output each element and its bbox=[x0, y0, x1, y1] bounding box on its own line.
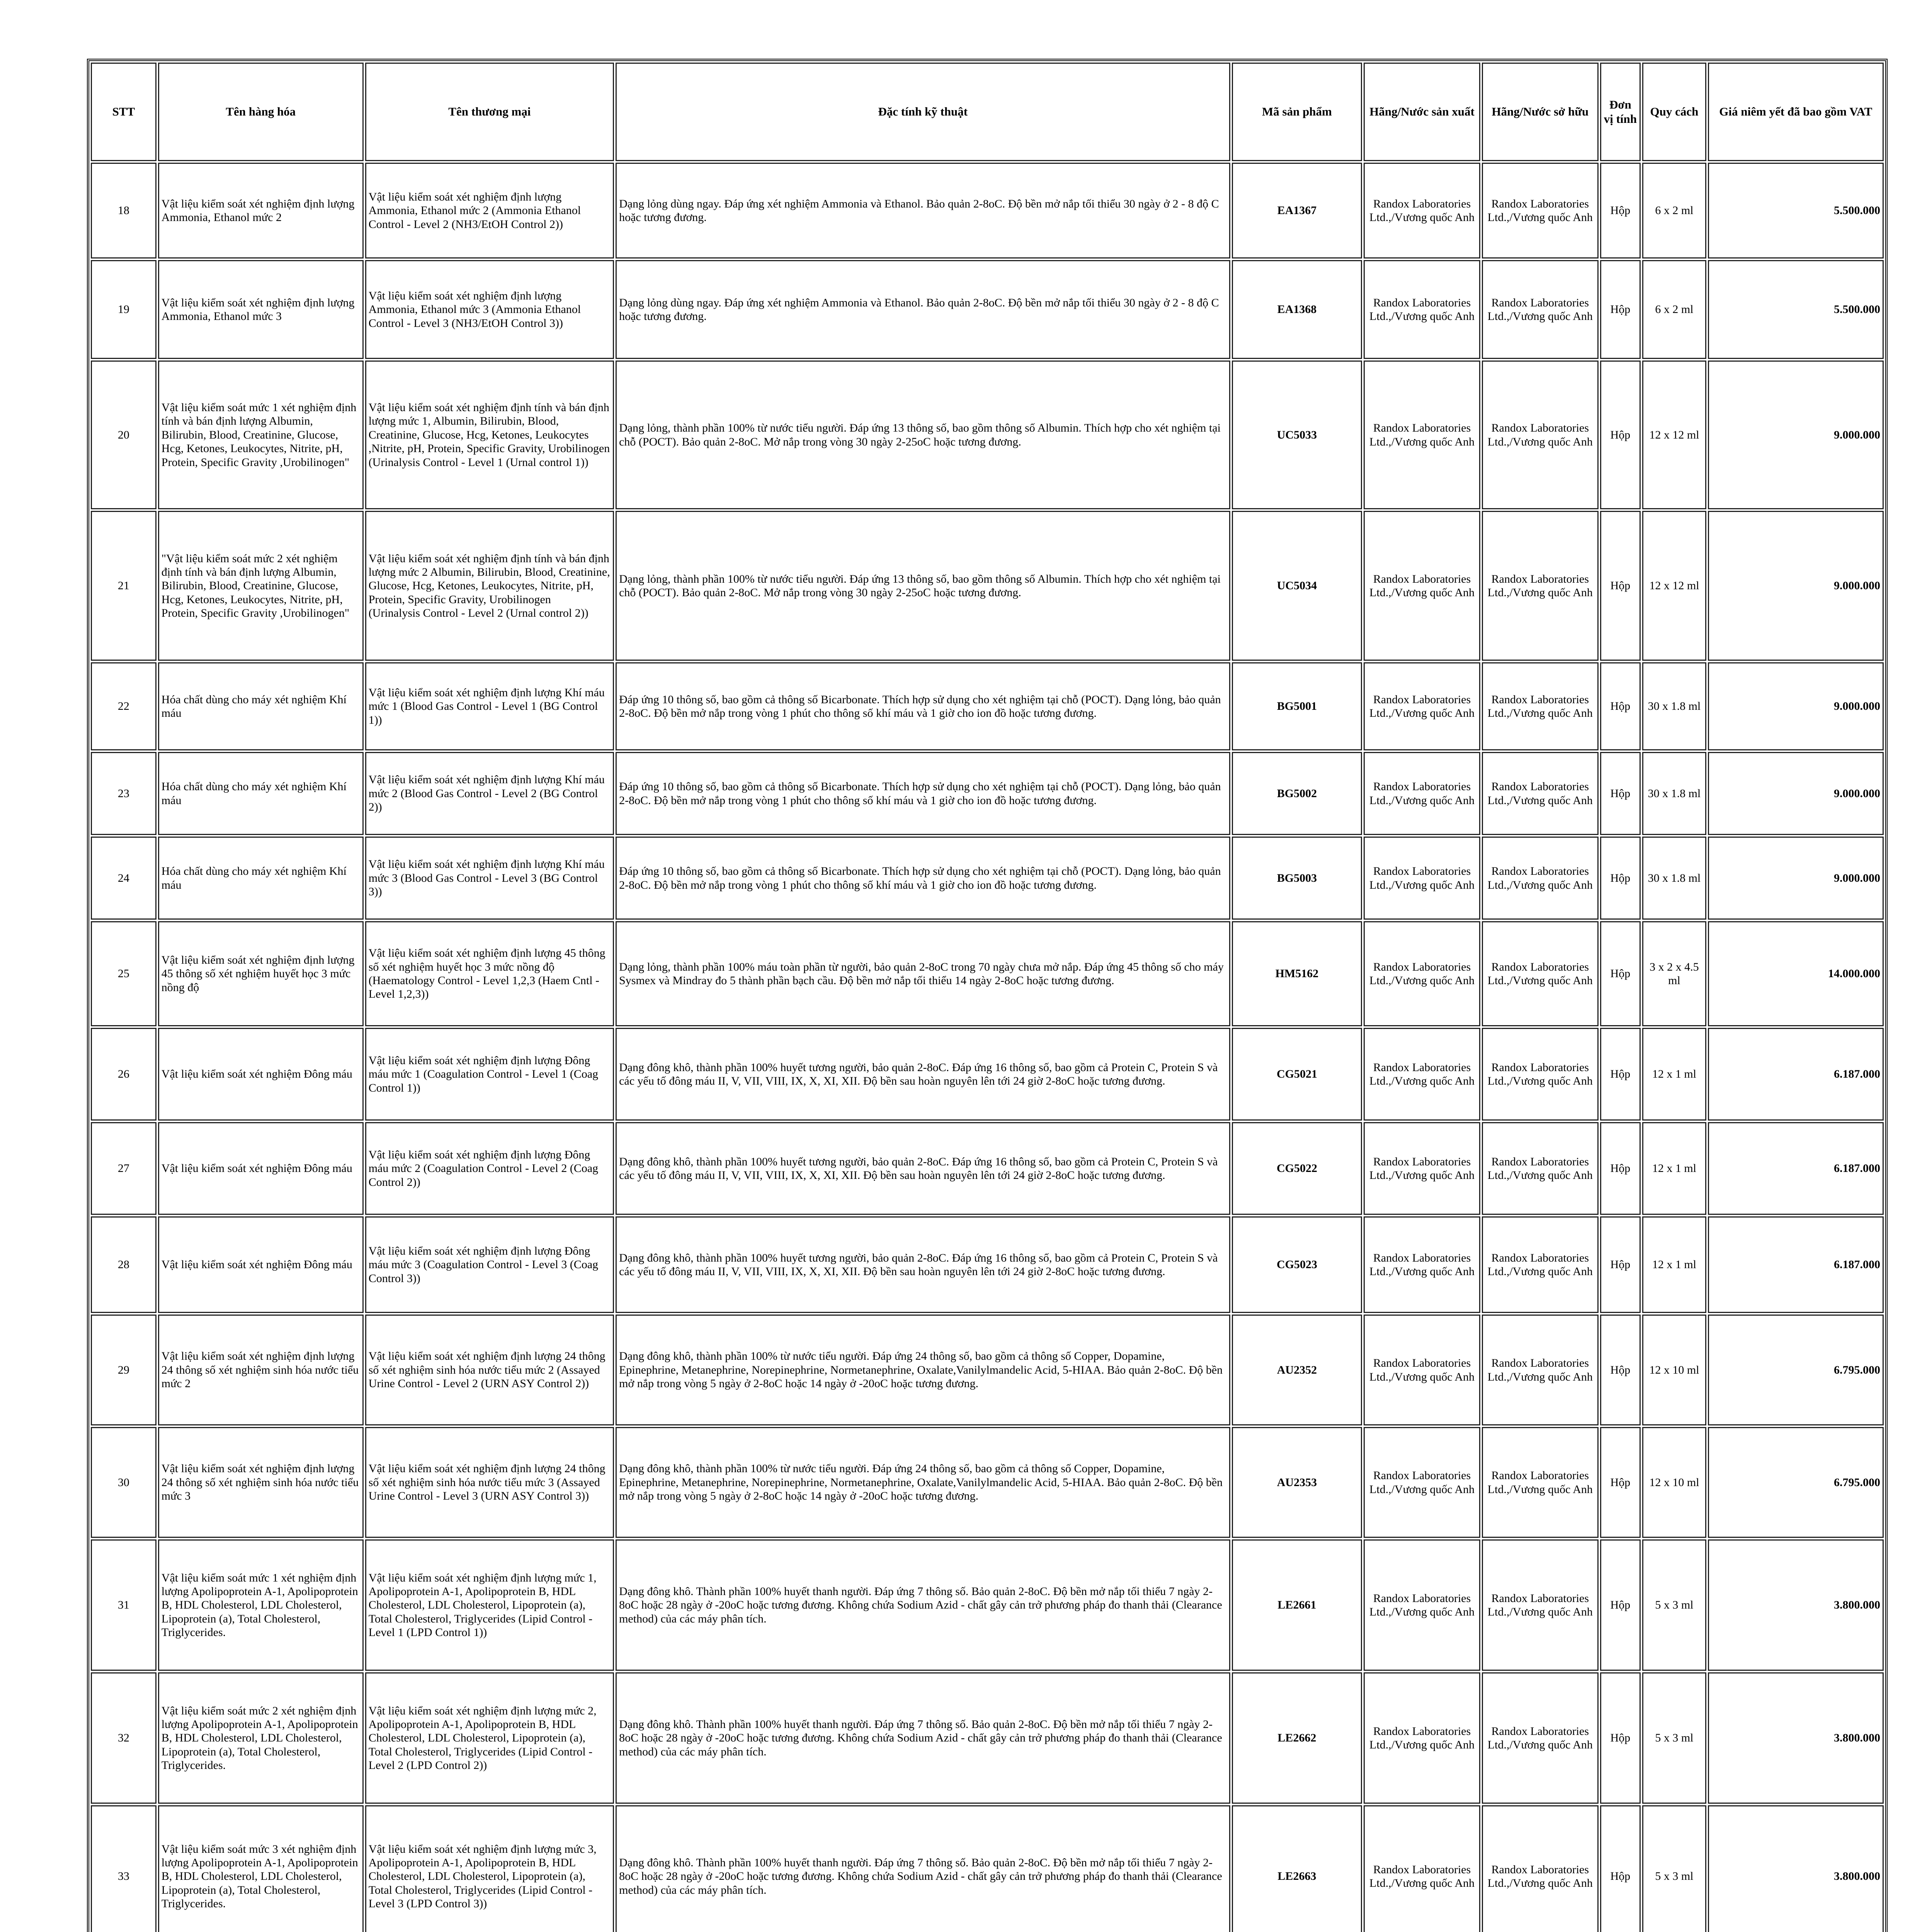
row-stt: 26 bbox=[91, 1028, 156, 1121]
header-owner: Hãng/Nước sở hữu bbox=[1482, 63, 1599, 161]
row-manufacturer: Randox Laboratories Ltd.,/Vương quốc Anh bbox=[1364, 1539, 1480, 1671]
table-row bbox=[91, 260, 1884, 359]
row-manufacturer: Randox Laboratories Ltd.,/Vương quốc Anh bbox=[1364, 837, 1480, 920]
row-stt: 20 bbox=[91, 361, 156, 509]
row-unit: Hộp bbox=[1600, 1216, 1641, 1313]
row-unit: Hộp bbox=[1600, 361, 1641, 509]
row-stt: 21 bbox=[91, 511, 156, 661]
row-unit: Hộp bbox=[1600, 1427, 1641, 1538]
row-unit: Hộp bbox=[1600, 163, 1641, 259]
row-code: AU2352 bbox=[1232, 1315, 1362, 1425]
row-stt: 33 bbox=[91, 1805, 156, 1932]
row-packing: 5 x 3 ml bbox=[1642, 1805, 1706, 1932]
row-spec: Dạng lỏng, thành phần 100% máu toàn phần từ người, bảo quản 2-8oC trong 70 ngày chưa mở nắp. Đáp ứng 45 thông số cho máy Sysmex và Mindray đo 5 thành phần bạch cầu. Độ bền mở nắp tối thiểu 14 ngày 2-8oC hoặc tương đương. bbox=[616, 921, 1230, 1026]
table-row bbox=[91, 511, 1884, 661]
row-code: AU2353 bbox=[1232, 1427, 1362, 1538]
table-body bbox=[91, 163, 1884, 1932]
row-code: EA1367 bbox=[1232, 163, 1362, 259]
row-owner: Randox Laboratories Ltd.,/Vương quốc Anh bbox=[1482, 511, 1599, 661]
row-packing: 30 x 1.8 ml bbox=[1642, 662, 1706, 750]
row-spec: Dạng đông khô. Thành phần 100% huyết thanh người. Đáp ứng 7 thông số. Bảo quản 2-8oC. Độ bền mở nắp tối thiểu 7 ngày 2-8oC hoặc 28 ngày ở -20oC hoặc tương đương. Không chứa Sodium Azid - chất gây cản trở phương pháp đo thanh thải (Clearance method) của các máy phân tích. bbox=[616, 1672, 1230, 1804]
row-unit: Hộp bbox=[1600, 662, 1641, 750]
header-spec: Đặc tính kỹ thuật bbox=[616, 63, 1230, 161]
row-unit: Hộp bbox=[1600, 260, 1641, 359]
row-trade-name: Vật liệu kiểm soát xét nghiệm định lượng Đông máu mức 2 (Coagulation Control - Level 2 (Coag Control 2)) bbox=[365, 1122, 614, 1215]
row-manufacturer: Randox Laboratories Ltd.,/Vương quốc Anh bbox=[1364, 1315, 1480, 1425]
row-price: 3.800.000 bbox=[1708, 1539, 1884, 1671]
table-row bbox=[91, 1315, 1884, 1425]
row-code: LE2662 bbox=[1232, 1672, 1362, 1804]
table-row bbox=[91, 1028, 1884, 1121]
row-price: 6.187.000 bbox=[1708, 1122, 1884, 1215]
header-name: Tên hàng hóa bbox=[158, 63, 364, 161]
row-owner: Randox Laboratories Ltd.,/Vương quốc Anh bbox=[1482, 1539, 1599, 1671]
price-list-table bbox=[87, 59, 1888, 1932]
row-trade-name: Vật liệu kiểm soát xét nghiệm định lượng Đông máu mức 1 (Coagulation Control - Level 1 (Coag Control 1)) bbox=[365, 1028, 614, 1121]
row-trade-name: Vật liệu kiểm soát xét nghiệm định lượng Khí máu mức 2 (Blood Gas Control - Level 2 (BG Control 2)) bbox=[365, 752, 614, 835]
row-code: UC5033 bbox=[1232, 361, 1362, 509]
row-stt: 19 bbox=[91, 260, 156, 359]
row-stt: 30 bbox=[91, 1427, 156, 1538]
row-trade-name: Vật liệu kiểm soát xét nghiệm định lượng 24 thông số xét nghiệm sinh hóa nước tiểu mức 3 (Assayed Urine Control - Level 3 (URN ASY Control 3)) bbox=[365, 1427, 614, 1538]
row-spec: Dạng đông khô, thành phần 100% từ nước tiểu người. Đáp ứng 24 thông số, bao gồm cả thông số Copper, Dopamine, Epinephrine, Metanephrine, Norepinephrine, Normetanephrine, Oxalate,Vanilylmandelic Acid, 5-HIAA. Bảo quản 2-8oC. Độ bền mở nắp trong vòng 5 ngày ở 2-8oC hoặc 14 ngày ở -20oC hoặc tương đương. bbox=[616, 1427, 1230, 1538]
row-manufacturer: Randox Laboratories Ltd.,/Vương quốc Anh bbox=[1364, 1805, 1480, 1932]
row-trade-name: Vật liệu kiểm soát xét nghiệm định lượng mức 3, Apolipoprotein A-1, Apolipoprotein B, HDL Cholesterol, LDL Cholesterol, Lipoprotein (a), Total Cholesterol, Triglycerides (Lipid Control - Level 3 (LPD Control 3)) bbox=[365, 1805, 614, 1932]
table-row bbox=[91, 921, 1884, 1026]
row-trade-name: Vật liệu kiểm soát xét nghiệm định lượng Khí máu mức 1 (Blood Gas Control - Level 1 (BG Control 1)) bbox=[365, 662, 614, 750]
row-price: 9.000.000 bbox=[1708, 361, 1884, 509]
row-unit: Hộp bbox=[1600, 511, 1641, 661]
row-code: EA1368 bbox=[1232, 260, 1362, 359]
row-price: 6.187.000 bbox=[1708, 1028, 1884, 1121]
row-owner: Randox Laboratories Ltd.,/Vương quốc Anh bbox=[1482, 752, 1599, 835]
row-spec: Dạng đông khô. Thành phần 100% huyết thanh người. Đáp ứng 7 thông số. Bảo quản 2-8oC. Độ bền mở nắp tối thiểu 7 ngày 2-8oC hoặc 28 ngày ở -20oC hoặc tương đương. Không chứa Sodium Azid - chất gây cản trở phương pháp đo thanh thải (Clearance method) của các máy phân tích. bbox=[616, 1539, 1230, 1671]
row-code: CG5023 bbox=[1232, 1216, 1362, 1313]
table-row bbox=[91, 662, 1884, 750]
row-stt: 32 bbox=[91, 1672, 156, 1804]
row-manufacturer: Randox Laboratories Ltd.,/Vương quốc Anh bbox=[1364, 260, 1480, 359]
row-owner: Randox Laboratories Ltd.,/Vương quốc Anh bbox=[1482, 921, 1599, 1026]
row-unit: Hộp bbox=[1600, 1315, 1641, 1425]
row-code: UC5034 bbox=[1232, 511, 1362, 661]
row-owner: Randox Laboratories Ltd.,/Vương quốc Anh bbox=[1482, 1805, 1599, 1932]
header-unit: Đơn vị tính bbox=[1600, 63, 1641, 161]
row-packing: 12 x 12 ml bbox=[1642, 361, 1706, 509]
row-name: Hóa chất dùng cho máy xét nghiệm Khí máu bbox=[158, 662, 364, 750]
row-price: 14.000.000 bbox=[1708, 921, 1884, 1026]
row-name: Hóa chất dùng cho máy xét nghiệm Khí máu bbox=[158, 837, 364, 920]
row-stt: 24 bbox=[91, 837, 156, 920]
row-packing: 5 x 3 ml bbox=[1642, 1672, 1706, 1804]
row-packing: 12 x 1 ml bbox=[1642, 1216, 1706, 1313]
row-manufacturer: Randox Laboratories Ltd.,/Vương quốc Anh bbox=[1364, 1427, 1480, 1538]
table-row bbox=[91, 837, 1884, 920]
row-code: HM5162 bbox=[1232, 921, 1362, 1026]
table-row bbox=[91, 1216, 1884, 1313]
row-stt: 18 bbox=[91, 163, 156, 259]
row-owner: Randox Laboratories Ltd.,/Vương quốc Anh bbox=[1482, 662, 1599, 750]
row-price: 3.800.000 bbox=[1708, 1672, 1884, 1804]
row-code: LE2663 bbox=[1232, 1805, 1362, 1932]
row-trade-name: Vật liệu kiểm soát xét nghiệm định lượng mức 1, Apolipoprotein A-1, Apolipoprotein B, HDL Cholesterol, LDL Cholesterol, Lipoprotein (a), Total Cholesterol, Triglycerides (Lipid Control - Level 1 (LPD Control 1)) bbox=[365, 1539, 614, 1671]
row-trade-name: Vật liệu kiểm soát xét nghiệm định lượng 45 thông số xét nghiệm huyết học 3 mức nồng độ (Haematology Control - Level 1,2,3 (Haem Cntl -Level 1,2,3)) bbox=[365, 921, 614, 1026]
row-spec: Đáp ứng 10 thông số, bao gồm cả thông số Bicarbonate. Thích hợp sử dụng cho xét nghiệm tại chỗ (POCT). Dạng lỏng, bảo quản 2-8oC. Độ bền mở nắp trong vòng 1 phút cho thông số khí máu và 1 giờ cho ion đồ hoặc tương đương. bbox=[616, 837, 1230, 920]
row-name: Vật liệu kiểm soát xét nghiệm Đông máu bbox=[158, 1028, 364, 1121]
row-unit: Hộp bbox=[1600, 837, 1641, 920]
row-trade-name: Vật liệu kiểm soát xét nghiệm định lượng Khí máu mức 3 (Blood Gas Control - Level 3 (BG Control 3)) bbox=[365, 837, 614, 920]
row-trade-name: Vật liệu kiểm soát xét nghiệm định lượng Đông máu mức 3 (Coagulation Control - Level 3 (Coag Control 3)) bbox=[365, 1216, 614, 1313]
row-name: Vật liệu kiểm soát xét nghiệm định lượng 45 thông số xét nghiệm huyết học 3 mức nồng độ bbox=[158, 921, 364, 1026]
row-price: 5.500.000 bbox=[1708, 260, 1884, 359]
row-manufacturer: Randox Laboratories Ltd.,/Vương quốc Anh bbox=[1364, 1672, 1480, 1804]
table-row bbox=[91, 1427, 1884, 1538]
row-unit: Hộp bbox=[1600, 1672, 1641, 1804]
row-name: Vật liệu kiểm soát mức 2 xét nghiệm định lượng Apolipoprotein A-1, Apolipoprotein B, HDL Cholesterol, LDL Cholesterol, Lipoprotein (a), Total Cholesterol, Triglycerides. bbox=[158, 1672, 364, 1804]
row-packing: 12 x 10 ml bbox=[1642, 1315, 1706, 1425]
row-price: 6.187.000 bbox=[1708, 1216, 1884, 1313]
header-packing: Quy cách bbox=[1642, 63, 1706, 161]
row-stt: 29 bbox=[91, 1315, 156, 1425]
row-spec: Dạng đông khô, thành phần 100% huyết tương người, bảo quản 2-8oC. Đáp ứng 16 thông số, bao gồm cả Protein C, Protein S và các yếu tố đông máu II, V, VII, VIII, IX, X, XI, XII. Độ bền sau hoàn nguyên lên tới 24 giờ 2-8oC hoặc tương đương. bbox=[616, 1122, 1230, 1215]
header-price: Giá niêm yết đã bao gồm VAT bbox=[1708, 63, 1884, 161]
row-spec: Dạng lỏng dùng ngay. Đáp ứng xét nghiệm Ammonia và Ethanol. Bảo quản 2-8oC. Độ bền mở nắp tối thiểu 30 ngày ở 2 - 8 độ C hoặc tương đương. bbox=[616, 260, 1230, 359]
row-unit: Hộp bbox=[1600, 921, 1641, 1026]
header-code: Mã sản phẩm bbox=[1232, 63, 1362, 161]
table-row bbox=[91, 163, 1884, 259]
row-name: Vật liệu kiểm soát xét nghiệm định lượng 24 thông số xét nghiệm sinh hóa nước tiểu mức 2 bbox=[158, 1315, 364, 1425]
row-manufacturer: Randox Laboratories Ltd.,/Vương quốc Anh bbox=[1364, 921, 1480, 1026]
row-spec: Dạng đông khô, thành phần 100% huyết tương người, bảo quản 2-8oC. Đáp ứng 16 thông số, bao gồm cả Protein C, Protein S và các yếu tố đông máu II, V, VII, VIII, IX, X, XI, XII. Độ bền sau hoàn nguyên lên tới 24 giờ 2-8oC hoặc tương đương. bbox=[616, 1216, 1230, 1313]
row-unit: Hộp bbox=[1600, 1028, 1641, 1121]
row-owner: Randox Laboratories Ltd.,/Vương quốc Anh bbox=[1482, 837, 1599, 920]
row-spec: Đáp ứng 10 thông số, bao gồm cả thông số Bicarbonate. Thích hợp sử dụng cho xét nghiệm tại chỗ (POCT). Dạng lỏng, bảo quản 2-8oC. Độ bền mở nắp trong vòng 1 phút cho thông số khí máu và 1 giờ cho ion đồ hoặc tương đương. bbox=[616, 752, 1230, 835]
row-spec: Đáp ứng 10 thông số, bao gồm cả thông số Bicarbonate. Thích hợp sử dụng cho xét nghiệm tại chỗ (POCT). Dạng lỏng, bảo quản 2-8oC. Độ bền mở nắp trong vòng 1 phút cho thông số khí máu và 1 giờ cho ion đồ hoặc tương đương. bbox=[616, 662, 1230, 750]
row-owner: Randox Laboratories Ltd.,/Vương quốc Anh bbox=[1482, 163, 1599, 259]
table-row bbox=[91, 1805, 1884, 1932]
row-manufacturer: Randox Laboratories Ltd.,/Vương quốc Anh bbox=[1364, 662, 1480, 750]
row-spec: Dạng lỏng, thành phần 100% từ nước tiểu người. Đáp ứng 13 thông số, bao gồm thông số Albumin. Thích hợp cho xét nghiệm tại chỗ (POCT). Bảo quản 2-8oC. Mở nắp trong vòng 30 ngày 2-25oC hoặc tương đương. bbox=[616, 511, 1230, 661]
row-code: BG5002 bbox=[1232, 752, 1362, 835]
row-price: 6.795.000 bbox=[1708, 1427, 1884, 1538]
row-manufacturer: Randox Laboratories Ltd.,/Vương quốc Anh bbox=[1364, 1028, 1480, 1121]
row-owner: Randox Laboratories Ltd.,/Vương quốc Anh bbox=[1482, 1122, 1599, 1215]
table-row bbox=[91, 1539, 1884, 1671]
row-packing: 6 x 2 ml bbox=[1642, 260, 1706, 359]
row-price: 5.500.000 bbox=[1708, 163, 1884, 259]
row-packing: 12 x 1 ml bbox=[1642, 1028, 1706, 1121]
row-name: "Vật liệu kiểm soát mức 2 xét nghiệm định tính và bán định lượng Albumin, Bilirubin, Blood, Creatinine, Glucose, Hcg, Ketones, Leukocytes, Nitrite, pH, Protein, Specific Gravity ,Urobilinogen" bbox=[158, 511, 364, 661]
row-unit: Hộp bbox=[1600, 1539, 1641, 1671]
row-packing: 3 x 2 x 4.5 ml bbox=[1642, 921, 1706, 1026]
row-owner: Randox Laboratories Ltd.,/Vương quốc Anh bbox=[1482, 361, 1599, 509]
row-stt: 28 bbox=[91, 1216, 156, 1313]
table-row bbox=[91, 1672, 1884, 1804]
row-owner: Randox Laboratories Ltd.,/Vương quốc Anh bbox=[1482, 260, 1599, 359]
row-packing: 12 x 1 ml bbox=[1642, 1122, 1706, 1215]
row-name: Vật liệu kiểm soát mức 1 xét nghiệm định lượng Apolipoprotein A-1, Apolipoprotein B, HDL Cholesterol, LDL Cholesterol, Lipoprotein (a), Total Cholesterol, Triglycerides. bbox=[158, 1539, 364, 1671]
row-owner: Randox Laboratories Ltd.,/Vương quốc Anh bbox=[1482, 1216, 1599, 1313]
table-row bbox=[91, 752, 1884, 835]
row-code: BG5003 bbox=[1232, 837, 1362, 920]
row-owner: Randox Laboratories Ltd.,/Vương quốc Anh bbox=[1482, 1028, 1599, 1121]
header-manufacturer: Hãng/Nước sản xuất bbox=[1364, 63, 1480, 161]
row-packing: 6 x 2 ml bbox=[1642, 163, 1706, 259]
header-trade-name: Tên thương mại bbox=[365, 63, 614, 161]
row-code: CG5022 bbox=[1232, 1122, 1362, 1215]
row-price: 9.000.000 bbox=[1708, 837, 1884, 920]
row-trade-name: Vật liệu kiểm soát xét nghiệm định tính và bán định lượng mức 1, Albumin, Bilirubin, Blood, Creatinine, Glucose, Hcg, Ketones, Leukocytes ,Nitrite, pH, Protein, Specific Gravity, Urobilinogen (Urinalysis Control - Level 1 (Urnal control 1)) bbox=[365, 361, 614, 509]
row-name: Vật liệu kiểm soát xét nghiệm Đông máu bbox=[158, 1216, 364, 1313]
row-code: CG5021 bbox=[1232, 1028, 1362, 1121]
row-name: Vật liệu kiểm soát mức 3 xét nghiệm định lượng Apolipoprotein A-1, Apolipoprotein B, HDL Cholesterol, LDL Cholesterol, Lipoprotein (a), Total Cholesterol, Triglycerides. bbox=[158, 1805, 364, 1932]
table-row bbox=[91, 1122, 1884, 1215]
row-price: 9.000.000 bbox=[1708, 662, 1884, 750]
row-spec: Dạng lỏng, thành phần 100% từ nước tiểu người. Đáp ứng 13 thông số, bao gồm thông số Albumin. Thích hợp cho xét nghiệm tại chỗ (POCT). Bảo quản 2-8oC. Mở nắp trong vòng 30 ngày 2-25oC hoặc tương đương. bbox=[616, 361, 1230, 509]
row-manufacturer: Randox Laboratories Ltd.,/Vương quốc Anh bbox=[1364, 1122, 1480, 1215]
row-trade-name: Vật liệu kiểm soát xét nghiệm định lượng Ammonia, Ethanol mức 3 (Ammonia Ethanol Control - Level 3 (NH3/EtOH Control 3)) bbox=[365, 260, 614, 359]
row-manufacturer: Randox Laboratories Ltd.,/Vương quốc Anh bbox=[1364, 511, 1480, 661]
row-stt: 22 bbox=[91, 662, 156, 750]
row-packing: 12 x 12 ml bbox=[1642, 511, 1706, 661]
row-stt: 31 bbox=[91, 1539, 156, 1671]
table-row bbox=[91, 361, 1884, 509]
row-packing: 5 x 3 ml bbox=[1642, 1539, 1706, 1671]
row-stt: 23 bbox=[91, 752, 156, 835]
row-trade-name: Vật liệu kiểm soát xét nghiệm định tính và bán định lượng mức 2 Albumin, Bilirubin, Blood, Creatinine, Glucose, Hcg, Ketones, Leukocytes, Nitrite, pH, Protein, Specific Gravity, Urobilinogen (Urinalysis Control - Level 2 (Urnal control 2)) bbox=[365, 511, 614, 661]
row-trade-name: Vật liệu kiểm soát xét nghiệm định lượng mức 2, Apolipoprotein A-1, Apolipoprotein B, HDL Cholesterol, LDL Cholesterol, Lipoprotein (a), Total Cholesterol, Triglycerides (Lipid Control - Level 2 (LPD Control 2)) bbox=[365, 1672, 614, 1804]
row-manufacturer: Randox Laboratories Ltd.,/Vương quốc Anh bbox=[1364, 163, 1480, 259]
row-name: Vật liệu kiểm soát xét nghiệm định lượng Ammonia, Ethanol mức 2 bbox=[158, 163, 364, 259]
row-packing: 30 x 1.8 ml bbox=[1642, 837, 1706, 920]
row-unit: Hộp bbox=[1600, 1122, 1641, 1215]
row-owner: Randox Laboratories Ltd.,/Vương quốc Anh bbox=[1482, 1427, 1599, 1538]
table-header-row bbox=[91, 63, 1884, 161]
row-price: 9.000.000 bbox=[1708, 511, 1884, 661]
row-unit: Hộp bbox=[1600, 1805, 1641, 1932]
row-name: Vật liệu kiểm soát xét nghiệm định lượng 24 thông số xét nghiệm sinh hóa nước tiểu mức 3 bbox=[158, 1427, 364, 1538]
row-manufacturer: Randox Laboratories Ltd.,/Vương quốc Anh bbox=[1364, 1216, 1480, 1313]
row-spec: Dạng lỏng dùng ngay. Đáp ứng xét nghiệm Ammonia và Ethanol. Bảo quản 2-8oC. Độ bền mở nắp tối thiểu 30 ngày ở 2 - 8 độ C hoặc tương đương. bbox=[616, 163, 1230, 259]
row-spec: Dạng đông khô, thành phần 100% từ nước tiểu người. Đáp ứng 24 thông số, bao gồm cả thông số Copper, Dopamine, Epinephrine, Metanephrine, Norepinephrine, Normetanephrine, Oxalate,Vanilylmandelic Acid, 5-HIAA. Bảo quản 2-8oC. Độ bền mở nắp trong vòng 5 ngày ở 2-8oC hoặc 14 ngày ở -20oC hoặc tương đương. bbox=[616, 1315, 1230, 1425]
row-manufacturer: Randox Laboratories Ltd.,/Vương quốc Anh bbox=[1364, 752, 1480, 835]
header-stt: STT bbox=[91, 63, 156, 161]
row-code: LE2661 bbox=[1232, 1539, 1362, 1671]
row-price: 9.000.000 bbox=[1708, 752, 1884, 835]
row-packing: 12 x 10 ml bbox=[1642, 1427, 1706, 1538]
row-owner: Randox Laboratories Ltd.,/Vương quốc Anh bbox=[1482, 1315, 1599, 1425]
row-code: BG5001 bbox=[1232, 662, 1362, 750]
row-stt: 27 bbox=[91, 1122, 156, 1215]
row-spec: Dạng đông khô. Thành phần 100% huyết thanh người. Đáp ứng 7 thông số. Bảo quản 2-8oC. Độ bền mở nắp tối thiểu 7 ngày 2-8oC hoặc 28 ngày ở -20oC hoặc tương đương. Không chứa Sodium Azid - chất gây cản trở phương pháp đo thanh thải (Clearance method) của các máy phân tích. bbox=[616, 1805, 1230, 1932]
row-name: Vật liệu kiểm soát xét nghiệm định lượng Ammonia, Ethanol mức 3 bbox=[158, 260, 364, 359]
row-owner: Randox Laboratories Ltd.,/Vương quốc Anh bbox=[1482, 1672, 1599, 1804]
row-price: 3.800.000 bbox=[1708, 1805, 1884, 1932]
row-name: Vật liệu kiểm soát mức 1 xét nghiệm định tính và bán định lượng Albumin, Bilirubin, Blood, Creatinine, Glucose, Hcg, Ketones, Leukocytes, Nitrite, pH, Protein, Specific Gravity ,Urobilinogen" bbox=[158, 361, 364, 509]
row-stt: 25 bbox=[91, 921, 156, 1026]
row-packing: 30 x 1.8 ml bbox=[1642, 752, 1706, 835]
row-manufacturer: Randox Laboratories Ltd.,/Vương quốc Anh bbox=[1364, 361, 1480, 509]
row-price: 6.795.000 bbox=[1708, 1315, 1884, 1425]
row-unit: Hộp bbox=[1600, 752, 1641, 835]
row-name: Vật liệu kiểm soát xét nghiệm Đông máu bbox=[158, 1122, 364, 1215]
row-trade-name: Vật liệu kiểm soát xét nghiệm định lượng Ammonia, Ethanol mức 2 (Ammonia Ethanol Control - Level 2 (NH3/EtOH Control 2)) bbox=[365, 163, 614, 259]
row-spec: Dạng đông khô, thành phần 100% huyết tương người, bảo quản 2-8oC. Đáp ứng 16 thông số, bao gồm cả Protein C, Protein S và các yếu tố đông máu II, V, VII, VIII, IX, X, XI, XII. Độ bền sau hoàn nguyên lên tới 24 giờ 2-8oC hoặc tương đương. bbox=[616, 1028, 1230, 1121]
row-trade-name: Vật liệu kiểm soát xét nghiệm định lượng 24 thông số xét nghiệm sinh hóa nước tiểu mức 2 (Assayed Urine Control - Level 2 (URN ASY Control 2)) bbox=[365, 1315, 614, 1425]
row-name: Hóa chất dùng cho máy xét nghiệm Khí máu bbox=[158, 752, 364, 835]
